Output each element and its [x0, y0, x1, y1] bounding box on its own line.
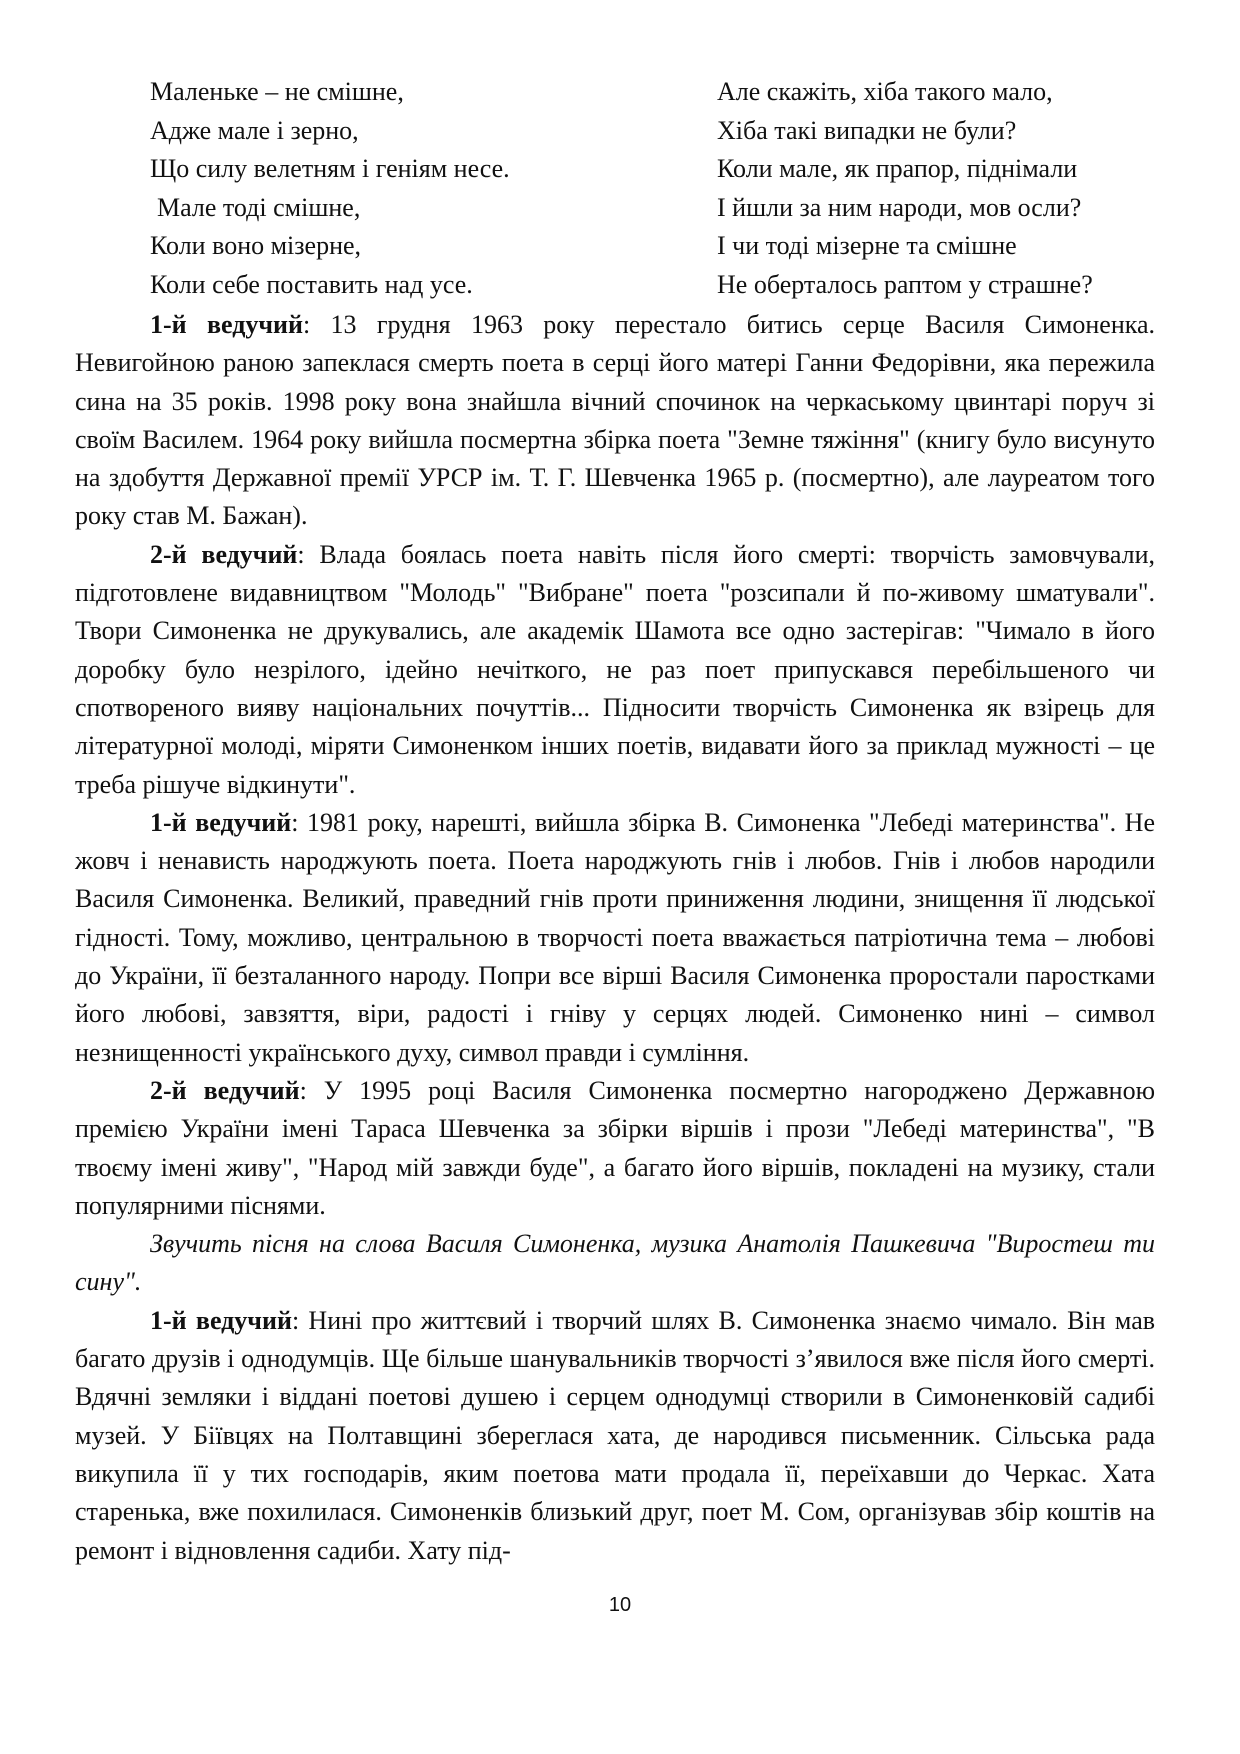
poem-line: І чи тоді мізерне та смішне	[717, 231, 1017, 260]
poem-line: Що силу велетням і геніям несе.	[150, 154, 510, 183]
paragraph	[75, 1072, 1155, 1225]
speaker-label: 2-й ведучий	[150, 539, 298, 569]
paragraph-text: : Влада боялась поета навіть після його смерті: творчість замовчували, підготовлене видавництвом "Молодь" "Вибране" поета "розсипали й по-живому шматували". Твори Симоненка не друкувались, але академік Шамота все одно застерігав: "Чимало в його доробку було незрілого, ідейно нечіткого, не раз поет припускався перебільшеного чи спотвореного вияву національних почуттів... Підносити творчість Симоненка як взірець для літературної молоді, міряти Симоненком інших поетів, видавати його за приклад мужності – це треба рішуче відкинути".	[75, 539, 1156, 799]
poem-line: Коли воно мізерне,	[150, 231, 362, 260]
poem-line: Адже мале і зерно,	[150, 115, 359, 145]
speaker-label: 1-й ведучий	[150, 310, 303, 339]
speaker-label: 2-й ведучий	[150, 1075, 300, 1105]
poem-column-right	[717, 73, 1093, 304]
poem-line: Маленьке – не смішне,	[150, 77, 404, 106]
poem-line: Мале тоді смішне,	[157, 192, 361, 222]
paragraph-text: : У 1995 році Василя Симоненка посмертно нагороджено Державною премією України імені Тараса Шевченка за збірки віршів і прози "Лебеді материнства", "В твоєму імені живу", "Народ мій завжди буде", а багато його віршів, покладені на музику, стали популярними піснями.	[75, 1075, 1155, 1220]
speaker-label: 1-й ведучий	[150, 1305, 292, 1335]
paragraph-text: : 13 грудня 1963 року перестало битись серце Василя Симоненка. Невигойною раною запеклася смерть поета в серці його матері Ганни Федорівни, яка пережила сина на 35 років. 1998 року вона знайшла вічний спочинок на черкаському цвинтарі поруч зі своїм Василем. 1964 року вийшла посмертна збірка поета "Земне тяжіння" (книгу було висунуто на здобуття Державної премії УРСР ім. Т. Г. Шевченка 1965 р. (посмертно), але лауреатом того року став М. Бажан).	[75, 310, 1156, 531]
paragraph	[75, 306, 1155, 536]
poem-line: Хіба такі випадки не були?	[717, 115, 1017, 145]
poem-column-left	[150, 73, 510, 304]
stage-direction-text: Звучить пісня на слова Василя Симоненка, музика Анатолія Пашкевича "Виростеш ти сину".	[75, 1229, 1155, 1297]
paragraph	[75, 536, 1155, 804]
poem-line: Коли себе поставить над усе.	[150, 269, 473, 299]
paragraph-text: : 1981 року, нарешті, вийшла збірка В. Симоненка "Лебеді материнства". Не жовч і ненависть народжують поета. Поета народжують гнів і любов. Гнів і любов народили Василя Симоненка. Великий, праведний гнів проти приниження людини, знищення її людської гідності. Тому, можливо, центральною в творчості поета вважається патріотична тема – любові до України, її безталанного народу. Попри все вірші Василя Симоненка проростали паростками його любові, завзяття, віри, радості і гніву у серцях людей. Симоненко нині – символ незнищенності українського духу, символ правди і сумління.	[75, 807, 1155, 1067]
speaker-label: 1-й ведучий	[150, 807, 292, 837]
body-text	[75, 306, 1155, 1570]
poem-line: Не оберталось раптом у страшне?	[717, 269, 1093, 299]
paragraph-text: : Нині про життєвий і творчий шлях В. Симоненка знаємо чимало. Він мав багато друзів і однодумців. Ще більше шанувальників творчості з’явилося вже після його смерті. Вдячні земляки і віддані поетові душею і серцем однодумці створили в Симоненковій садибі музей. У Біївцях на Полтавщині збереглася хата, де народився письменник. Сільська рада викупила її у тих господарів, яким поетова мати продала її, переїхавши до Черкас. Хата старенька, вже похилилася. Симоненків близький друг, поет М. Сом, організував збір коштів на ремонт і відновлення садиби. Хату під-	[75, 1305, 1156, 1565]
poem-line: Коли мале, як прапор, піднімали	[717, 154, 1078, 183]
paragraph	[75, 804, 1155, 1072]
paragraph	[75, 1302, 1155, 1570]
poem-line: Але скажіть, хіба такого мало,	[717, 77, 1053, 106]
poem-line: І йшли за ним народи, мов осли?	[717, 192, 1082, 222]
page-number: 10	[608, 1594, 632, 1616]
stage-direction	[75, 1225, 1155, 1302]
